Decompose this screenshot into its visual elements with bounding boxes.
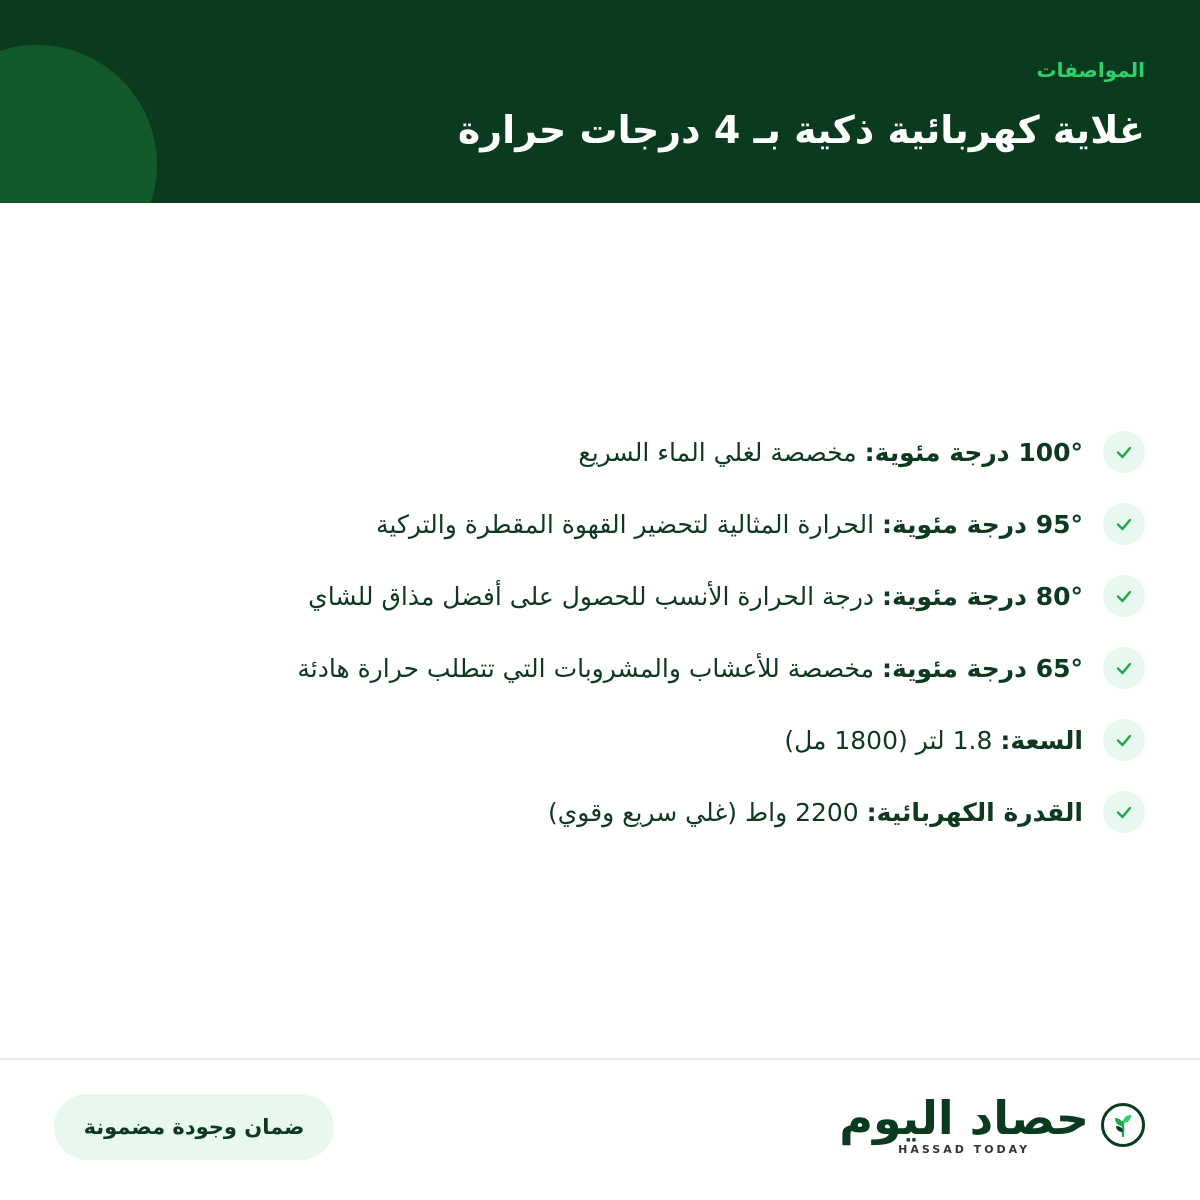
page-title: غلاية كهربائية ذكية بـ 4 درجات حرارة [457,108,1145,152]
decorative-circle [0,45,157,203]
check-icon [1103,791,1145,833]
list-item [245,416,1145,488]
check-icon [1103,719,1145,761]
check-icon [1103,575,1145,617]
feature-text [784,726,1083,755]
check-icon [1103,431,1145,473]
feature-label: 65° درجة مئوية: [881,653,1083,683]
list-item [245,704,1145,776]
feature-detail: الحرارة المثالية لتحضير القهوة المقطرة والتركية [376,509,882,539]
brand-tagline: HASSAD TODAY [898,1143,1031,1156]
feature-text [297,654,1083,683]
feature-text [308,582,1083,611]
feature-label: السعة: [1000,725,1083,755]
feature-text [376,510,1083,539]
feature-detail: مخصصة لغلي الماء السريع [578,437,865,467]
brand-logo [839,1090,1145,1160]
feature-text [548,798,1083,827]
feature-label: القدرة الكهربائية: [866,797,1083,827]
sprout-icon [1101,1103,1145,1147]
feature-label: 100° درجة مئوية: [864,437,1083,467]
list-item [245,488,1145,560]
feature-label: 95° درجة مئوية: [881,509,1083,539]
guarantee-badge: ضمان وجودة مضمونة [54,1094,334,1160]
feature-detail: 2200 واط (غلي سريع وقوي) [547,797,867,827]
brand-name: حصاد اليوم [839,1091,1089,1145]
feature-detail: 1.8 لتر (1800 مل) [784,725,1001,755]
feature-list [245,416,1145,848]
list-item [245,776,1145,848]
footer-divider [0,1058,1200,1060]
check-icon [1103,503,1145,545]
check-icon [1103,647,1145,689]
feature-text [578,438,1083,467]
list-item [245,632,1145,704]
feature-label: 80° درجة مئوية: [881,581,1083,611]
list-item [245,560,1145,632]
section-kicker: المواصفات [1036,58,1145,82]
header-banner [0,0,1200,203]
feature-detail: درجة الحرارة الأنسب للحصول على أفضل مذاق للشاي [308,581,882,611]
feature-detail: مخصصة للأعشاب والمشروبات التي تتطلب حرارة هادئة [297,653,882,683]
